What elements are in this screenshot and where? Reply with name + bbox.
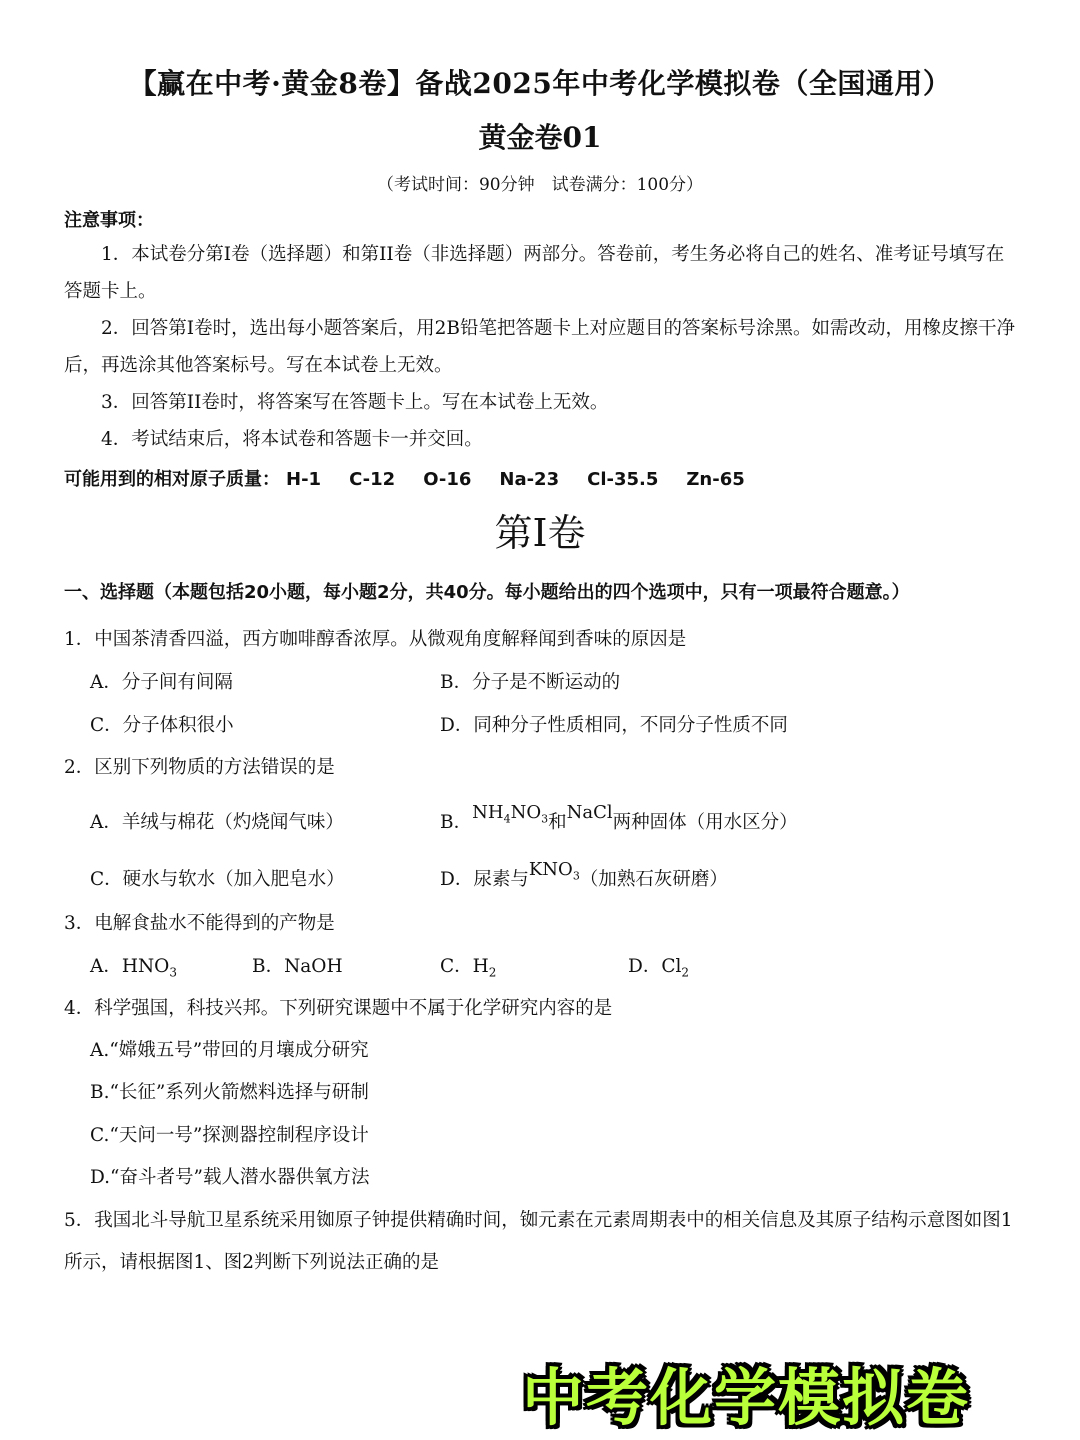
question-2-option-d: D．尿素与$KNO_3$（加熟石灰研磨） bbox=[440, 859, 728, 890]
question-1-option-a: A．分子间有间隔 bbox=[90, 672, 233, 693]
question-4-option-b: B.“长征”系列火箭燃料选择与研制 bbox=[90, 1082, 369, 1103]
question-3-option-a: A．$HNO_3$ bbox=[90, 956, 177, 980]
notice-heading: 注意事项： bbox=[64, 210, 154, 231]
atomic-mass-value: Na-23 bbox=[499, 469, 560, 490]
question-4-option-d: D.“奋斗者号”载人潜水器供氧方法 bbox=[90, 1167, 370, 1188]
formula-nh4no3: $NH_4NO_3$ bbox=[472, 802, 549, 826]
exam-info: （考试时间：90分钟 试卷满分：100分） bbox=[376, 175, 704, 195]
question-2-option-c: C．硬水与软水（加入肥皂水） bbox=[90, 869, 345, 890]
notice-item: 4．考试结束后，将本试卷和答题卡一并交回。 bbox=[101, 429, 483, 450]
formula-kno3: $KNO_3$ bbox=[528, 859, 580, 883]
question-1-stem: 1．中国茶清香四溢，西方咖啡醇香浓厚。从微观角度解释闻到香味的原因是 bbox=[64, 629, 687, 650]
question-5-stem: 5．我国北斗导航卫星系统采用铷原子钟提供精确时间，铷元素在元素周期表中的相关信息及其原子结构示意图如图1所示，请根据图1、图2判断下列说法正确的是 bbox=[64, 1210, 1013, 1273]
notice-item: 3．回答第II卷时，将答案写在答题卡上。写在本试卷上无效。 bbox=[101, 392, 609, 413]
exam-title: 【赢在中考·黄金8卷】备战2025年中考化学模拟卷（全国通用） bbox=[128, 67, 952, 100]
volume-title: 第I卷 bbox=[494, 511, 586, 555]
question-2-stem: 2．区别下列物质的方法错误的是 bbox=[64, 757, 335, 778]
question-1-option-d: D．同种分子性质相同，不同分子性质不同 bbox=[440, 715, 788, 736]
question-4-stem: 4．科学强国，科技兴邦。下列研究课题中不属于化学研究内容的是 bbox=[64, 998, 613, 1019]
question-4-option-c: C.“天问一号”探测器控制程序设计 bbox=[90, 1125, 369, 1146]
atomic-masses bbox=[64, 465, 745, 491]
atomic-mass-value: O-16 bbox=[423, 469, 472, 490]
section-title: 一、选择题（本题包括20小题，每小题2分，共40分。每小题给出的四个选项中，只有一项最符合题意。） bbox=[64, 582, 910, 603]
atomic-mass-value: C-12 bbox=[349, 469, 396, 490]
atomic-masses-label: 可能用到的相对原子质量： bbox=[64, 469, 280, 490]
notice-item: 1．本试卷分第I卷（选择题）和第II卷（非选择题）两部分。答卷前，考生务必将自己的姓名、准考证号填写在答题卡上。 bbox=[64, 244, 1005, 302]
atomic-mass-value: H-1 bbox=[286, 469, 322, 490]
notice-item: 2．回答第I卷时，选出每小题答案后，用2B铅笔把答题卡上对应题目的答案标号涂黑。如需改动，用橡皮擦干净后，再选涂其他答案标号。写在本试卷上无效。 bbox=[64, 318, 1015, 376]
question-3-option-d: D．$Cl_2$ bbox=[628, 956, 690, 980]
question-2-option-a: A．羊绒与棉花（灼烧闻气味） bbox=[90, 812, 344, 833]
question-3-stem: 3．电解食盐水不能得到的产物是 bbox=[64, 913, 335, 934]
atomic-mass-value: Zn-65 bbox=[686, 469, 745, 490]
question-3-option-b: B．NaOH bbox=[252, 956, 343, 977]
question-1-option-b: B．分子是不断运动的 bbox=[440, 672, 621, 693]
question-2-option-b: B．$NH_4NO_3$和NaCl两种固体（用水区分） bbox=[440, 802, 798, 833]
option-label: B． bbox=[440, 812, 473, 833]
question-1-option-c: C．分子体积很小 bbox=[90, 715, 234, 736]
watermark-banner: 中考化学模拟卷 bbox=[522, 1361, 971, 1434]
question-3-option-c: C．$H_2$ bbox=[440, 956, 497, 980]
question-4-option-a: A.“嫦娥五号”带回的月壤成分研究 bbox=[90, 1040, 369, 1061]
formula-nacl: NaCl bbox=[566, 802, 613, 823]
atomic-mass-value: Cl-35.5 bbox=[587, 469, 659, 490]
exam-subtitle: 黄金卷01 bbox=[478, 121, 602, 154]
